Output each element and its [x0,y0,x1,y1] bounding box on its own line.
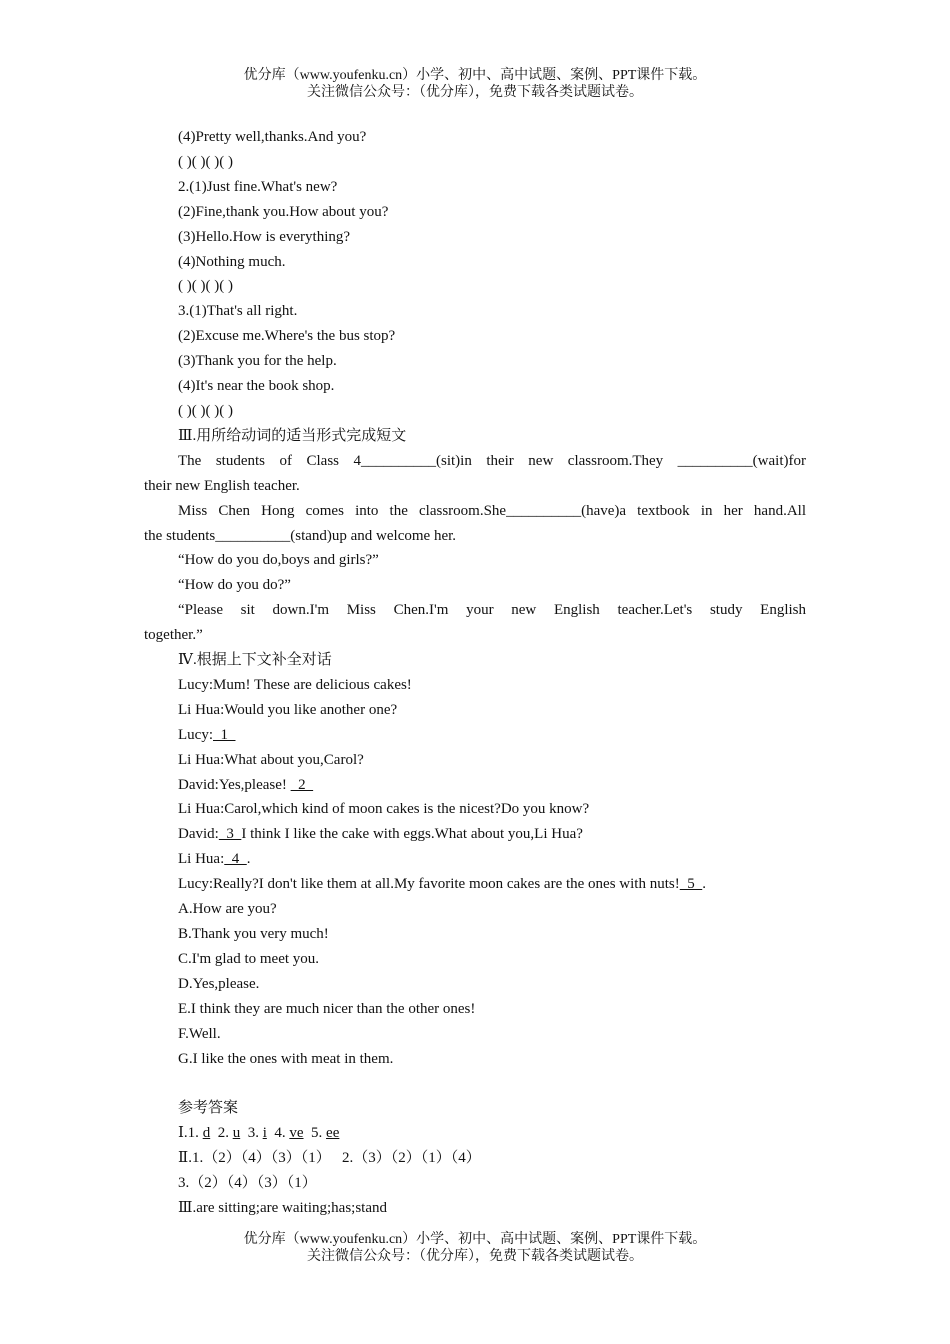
option-e: E.I think they are much nicer than the other ones! [178,1000,476,1017]
s3-quote-1: “How do you do,boys and girls?” [178,552,379,569]
blank-2: 2 [290,776,314,793]
q3-item-3: (3)Thank you for the help. [178,353,337,370]
blank-1: 1 [213,726,236,743]
q2-blanks: ( )( )( )( ) [178,278,233,295]
dialog-text: . [246,851,251,868]
dialog-line-1: Lucy:Mum! These are delicious cakes! [178,676,412,693]
answer-3: i [262,1125,267,1142]
option-b: B.Thank you very much! [178,926,329,942]
dialog-line-5 [144,773,806,798]
answers-title: 参考答案 [178,1100,239,1117]
q1-item-4: (4)Pretty well,thanks.And you? [178,129,367,145]
page-footer [0,1231,950,1265]
answer-label: 2. [210,1125,233,1142]
q3-blanks: ( )( )( )( ) [178,402,233,419]
header-line-2: 关注微信公众号：（优分库），免费下载各类试题试卷。 [307,85,643,100]
answers-section-3: Ⅲ.are sitting;are waiting;has;stand [178,1199,387,1216]
option-g: G.I like the ones with meat in them. [178,1050,394,1067]
option-f: F.Well. [178,1025,221,1042]
q3-item-2: (2)Excuse me.Where's the bus stop? [178,328,396,345]
s3-quote-2: “How do you do?” [178,577,291,594]
s3-quote-3-line1: “Please sit down.I'm Miss Chen.I'm your new English teacher.Let's study English [178,602,806,619]
dialog-line-3 [144,723,806,748]
section-3-title: Ⅲ.用所给动词的适当形式完成短文 [178,427,407,444]
s3-para2-line2: the students__________(stand)up and welcome her. [144,527,457,544]
answer-label: 3. [240,1125,263,1142]
answers-section-1 [144,1121,806,1146]
dialog-text: . [702,876,706,893]
q1-blanks: ( )( )( )( ) [178,153,233,170]
dialog-text: Lucy:Really?I don't like them at all.My favorite moon cakes are the ones with nuts! [178,876,680,893]
q3-item-1: 3.(1)That's all right. [178,303,298,320]
q3-item-4: (4)It's near the book shop. [178,378,335,395]
answer-1: d [202,1125,211,1142]
answer-5: ee [326,1125,340,1142]
s3-para2-line1: Miss Chen Hong comes into the classroom.She__________(have)a textbook in her hand.All [178,502,806,519]
dialog-line-2: Li Hua:Would you like another one? [178,701,398,718]
answer-label: 4. [266,1125,290,1142]
dialog-line-7 [144,822,806,847]
footer-line-1: 优分库（www.youfenku.cn）小学、初中、高中试题、案例、PPT课件下载。 [243,1232,707,1247]
dialog-text: David:Yes,please! [178,776,291,793]
spacer [144,1071,806,1096]
option-c: C.I'm glad to meet you. [178,950,320,967]
blank-5: 5 [679,876,703,893]
s3-para1-line2: their new English teacher. [144,477,300,494]
answer-4: ve [289,1125,304,1142]
page-header [0,67,950,101]
answer-2: u [232,1125,241,1142]
answer-label: 5. [303,1125,327,1142]
option-a: A.How are you? [178,901,277,918]
dialog-line-9 [144,872,806,897]
dialog-speaker: David: [178,826,219,843]
q2-item-2: (2)Fine,thank you.How about you? [178,203,389,220]
s3-quote-3-line2: together.” [144,627,203,644]
answer-label: Ⅰ.1. [178,1125,203,1142]
dialog-line-6: Li Hua:Carol,which kind of moon cakes is the nicest?Do you know? [178,801,590,818]
answers-section-2-line1: Ⅱ.1.（2）（4）（3）（1） 2.（3）（2）（1）（4） [178,1150,481,1167]
blank-4: 4 [224,851,247,868]
section-4-title: Ⅳ.根据上下文补全对话 [178,652,332,669]
q2-item-1: 2.(1)Just fine.What's new? [178,178,338,195]
answers-section-2-line2: 3.（2）（4）（3）（1） [178,1175,317,1192]
q2-item-3: (3)Hello.How is everything? [178,228,351,245]
blank-3: 3 [218,826,242,843]
header-line-1: 优分库（www.youfenku.cn）小学、初中、高中试题、案例、PPT课件下载。 [243,68,707,83]
footer-line-2: 关注微信公众号：（优分库），免费下载各类试题试卷。 [307,1249,643,1264]
q2-item-4: (4)Nothing much. [178,253,286,270]
document-body [144,125,806,1221]
s3-para1-line1: The students of Class 4__________(sit)in their new classroom.They __________(wait)for [178,452,806,469]
dialog-line-8 [144,847,806,872]
dialog-line-4: Li Hua:What about you,Carol? [178,751,364,768]
dialog-text: I think I like the cake with eggs.What about you,Li Hua? [241,826,583,843]
dialog-speaker: Li Hua: [178,851,225,868]
option-d: D.Yes,please. [178,975,260,992]
dialog-speaker: Lucy: [178,726,213,743]
